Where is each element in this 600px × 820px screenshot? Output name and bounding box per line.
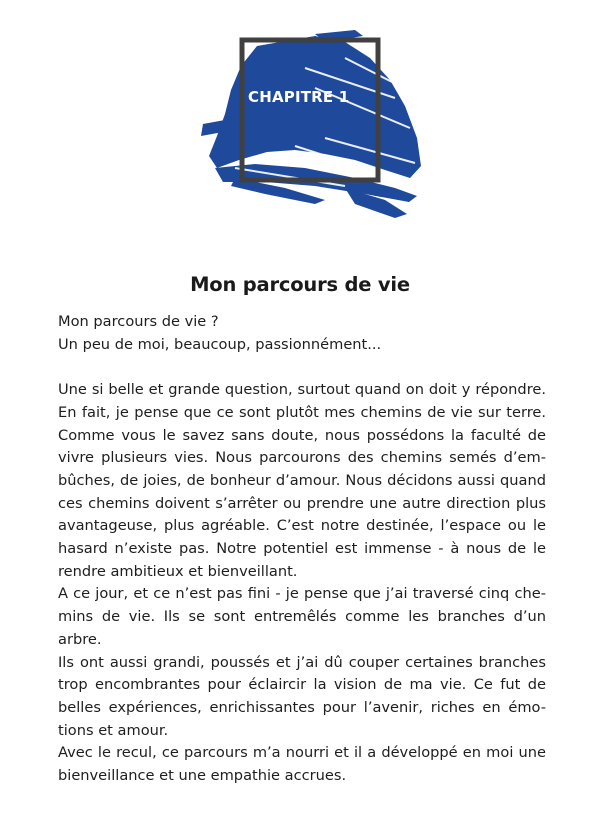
- chapter-emblem: [195, 28, 425, 228]
- chapter-label: CHAPITRE 1: [248, 88, 350, 106]
- body-line: Comme vous le savez sans doute, nous possédons la faculté de: [58, 426, 546, 444]
- body-text: [58, 311, 546, 788]
- paragraph-gap: [58, 356, 546, 379]
- body-line: Ils ont aussi grandi, poussés et j’ai dû couper certaines branches: [58, 653, 546, 671]
- body-line: ces chemins doivent s’arrêter ou prendre une autre direction plus: [58, 494, 546, 512]
- body-line: mins de vie. Ils se sont entremêlés comme les branches d’un arbre.: [58, 608, 546, 648]
- body-line: rendre ambitieux et bienveillant.: [58, 562, 298, 580]
- body-line: Avec le recul, ce parcours m’a nourri et il a développé en moi une: [58, 744, 546, 762]
- body-line: trop encombrantes pour éclaircir la vision de ma vie. Ce fut de: [58, 676, 546, 694]
- body-line: A ce jour, et ce n’est pas fini - je pense que j’ai traversé cinq che-: [58, 585, 546, 603]
- body-line: belles expériences, enrichissantes pour l’avenir, riches en émo-: [58, 698, 546, 716]
- intro-line: Un peu de moi, beaucoup, passionnément...: [58, 335, 382, 353]
- body-line: bûches, de joies, de bonheur d’amour. Nous décidons aussi quand: [58, 471, 546, 489]
- body-line: hasard n’existe pas. Notre potentiel est immense - à nous de le: [58, 540, 546, 558]
- body-line: En fait, je pense que ce sont plutôt mes chemins de vie sur terre.: [58, 403, 546, 421]
- intro-line: Mon parcours de vie ?: [58, 313, 219, 330]
- body-line: vivre plusieurs vies. Nous parcourons des chemins semés d’em-: [58, 449, 546, 467]
- body-line: Une si belle et grande question, surtout quand on doit y répondre.: [58, 381, 546, 399]
- page-title: Mon parcours de vie: [190, 273, 410, 297]
- body-line: bienveillance et une empathie accrues.: [58, 767, 347, 785]
- brush-stroke-icon: [195, 28, 425, 228]
- body-line: tions et amour.: [58, 721, 169, 739]
- body-line: avantageuse, plus agréable. C’est notre destinée, l’espace ou le: [58, 517, 546, 535]
